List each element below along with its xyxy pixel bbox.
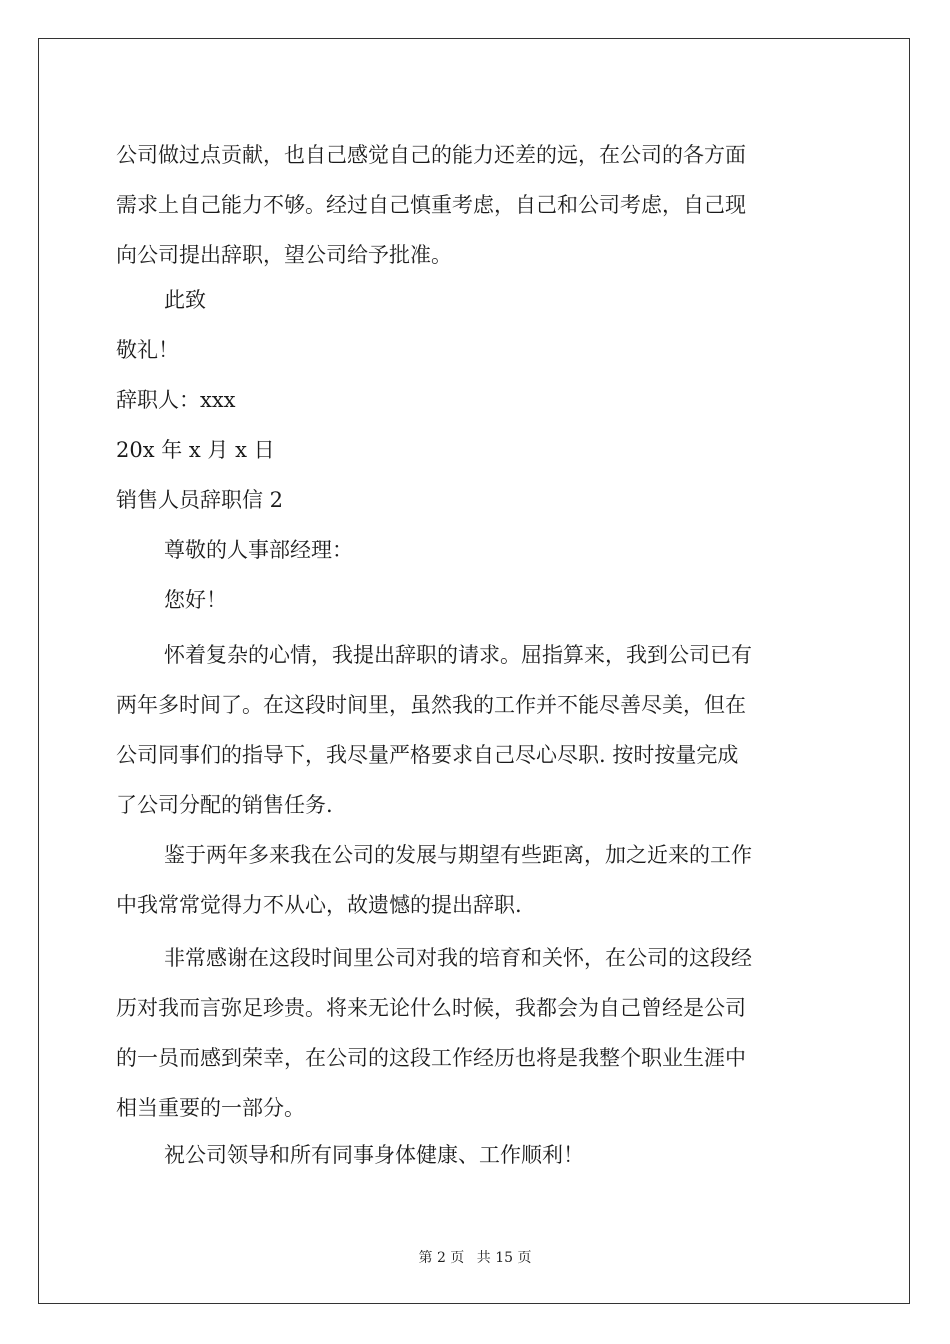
- text-line: 历对我而言弥足珍贵。将来无论什么时候，我都会为自己曾经是公司: [116, 996, 746, 1020]
- paragraph-3: [116, 830, 752, 930]
- paragraph-4: [116, 933, 752, 1133]
- text-line: 了公司分配的销售任务.: [116, 793, 333, 817]
- text-line: 的一员而感到荣幸，在公司的这段工作经历也将是我整个职业生涯中: [116, 1046, 746, 1070]
- text-line: 公司同事们的指导下，我尽量严格要求自己尽心尽职. 按时按量完成: [116, 743, 739, 767]
- text-line: 非常感谢在这段时间里公司对我的培育和关怀，在公司的这段经: [164, 946, 752, 970]
- paragraph-5: [116, 1130, 584, 1180]
- letter-title: 销售人员辞职信 2: [116, 488, 284, 512]
- page-total: 共 15 页: [476, 1250, 532, 1266]
- closing-line-1: 此致: [164, 288, 206, 312]
- text-line: 向公司提出辞职，望公司给予批准。: [116, 243, 452, 267]
- text-line: 怀着复杂的心情，我提出辞职的请求。屈指算来，我到公司已有: [164, 643, 752, 667]
- signer-line: 辞职人：xxx: [116, 388, 236, 412]
- paragraph-2: [116, 630, 752, 830]
- greeting: 您好！: [164, 588, 227, 612]
- date-line: 20x 年 x 月 x 日: [116, 438, 275, 462]
- text-line: 中我常常觉得力不从心，故遗憾的提出辞职.: [116, 893, 522, 917]
- text-line: 鉴于两年多来我在公司的发展与期望有些距离，加之近来的工作: [164, 843, 752, 867]
- text-line: 相当重要的一部分。: [116, 1096, 305, 1120]
- salutation: 尊敬的人事部经理：: [164, 538, 353, 562]
- page-footer: [0, 1247, 950, 1267]
- text-line: 需求上自己能力不够。经过自己慎重考虑，自己和公司考虑，自己现: [116, 193, 746, 217]
- page-number: 第 2 页: [418, 1250, 465, 1266]
- text-line: 公司做过点贡献，也自己感觉自己的能力还差的远，在公司的各方面: [116, 143, 746, 167]
- text-line: 两年多时间了。在这段时间里，虽然我的工作并不能尽善尽美，但在: [116, 693, 746, 717]
- text-line: 祝公司领导和所有同事身体健康、工作顺利！: [164, 1143, 584, 1167]
- closing-line-2: 敬礼！: [116, 338, 179, 362]
- paragraph-1: [116, 130, 746, 280]
